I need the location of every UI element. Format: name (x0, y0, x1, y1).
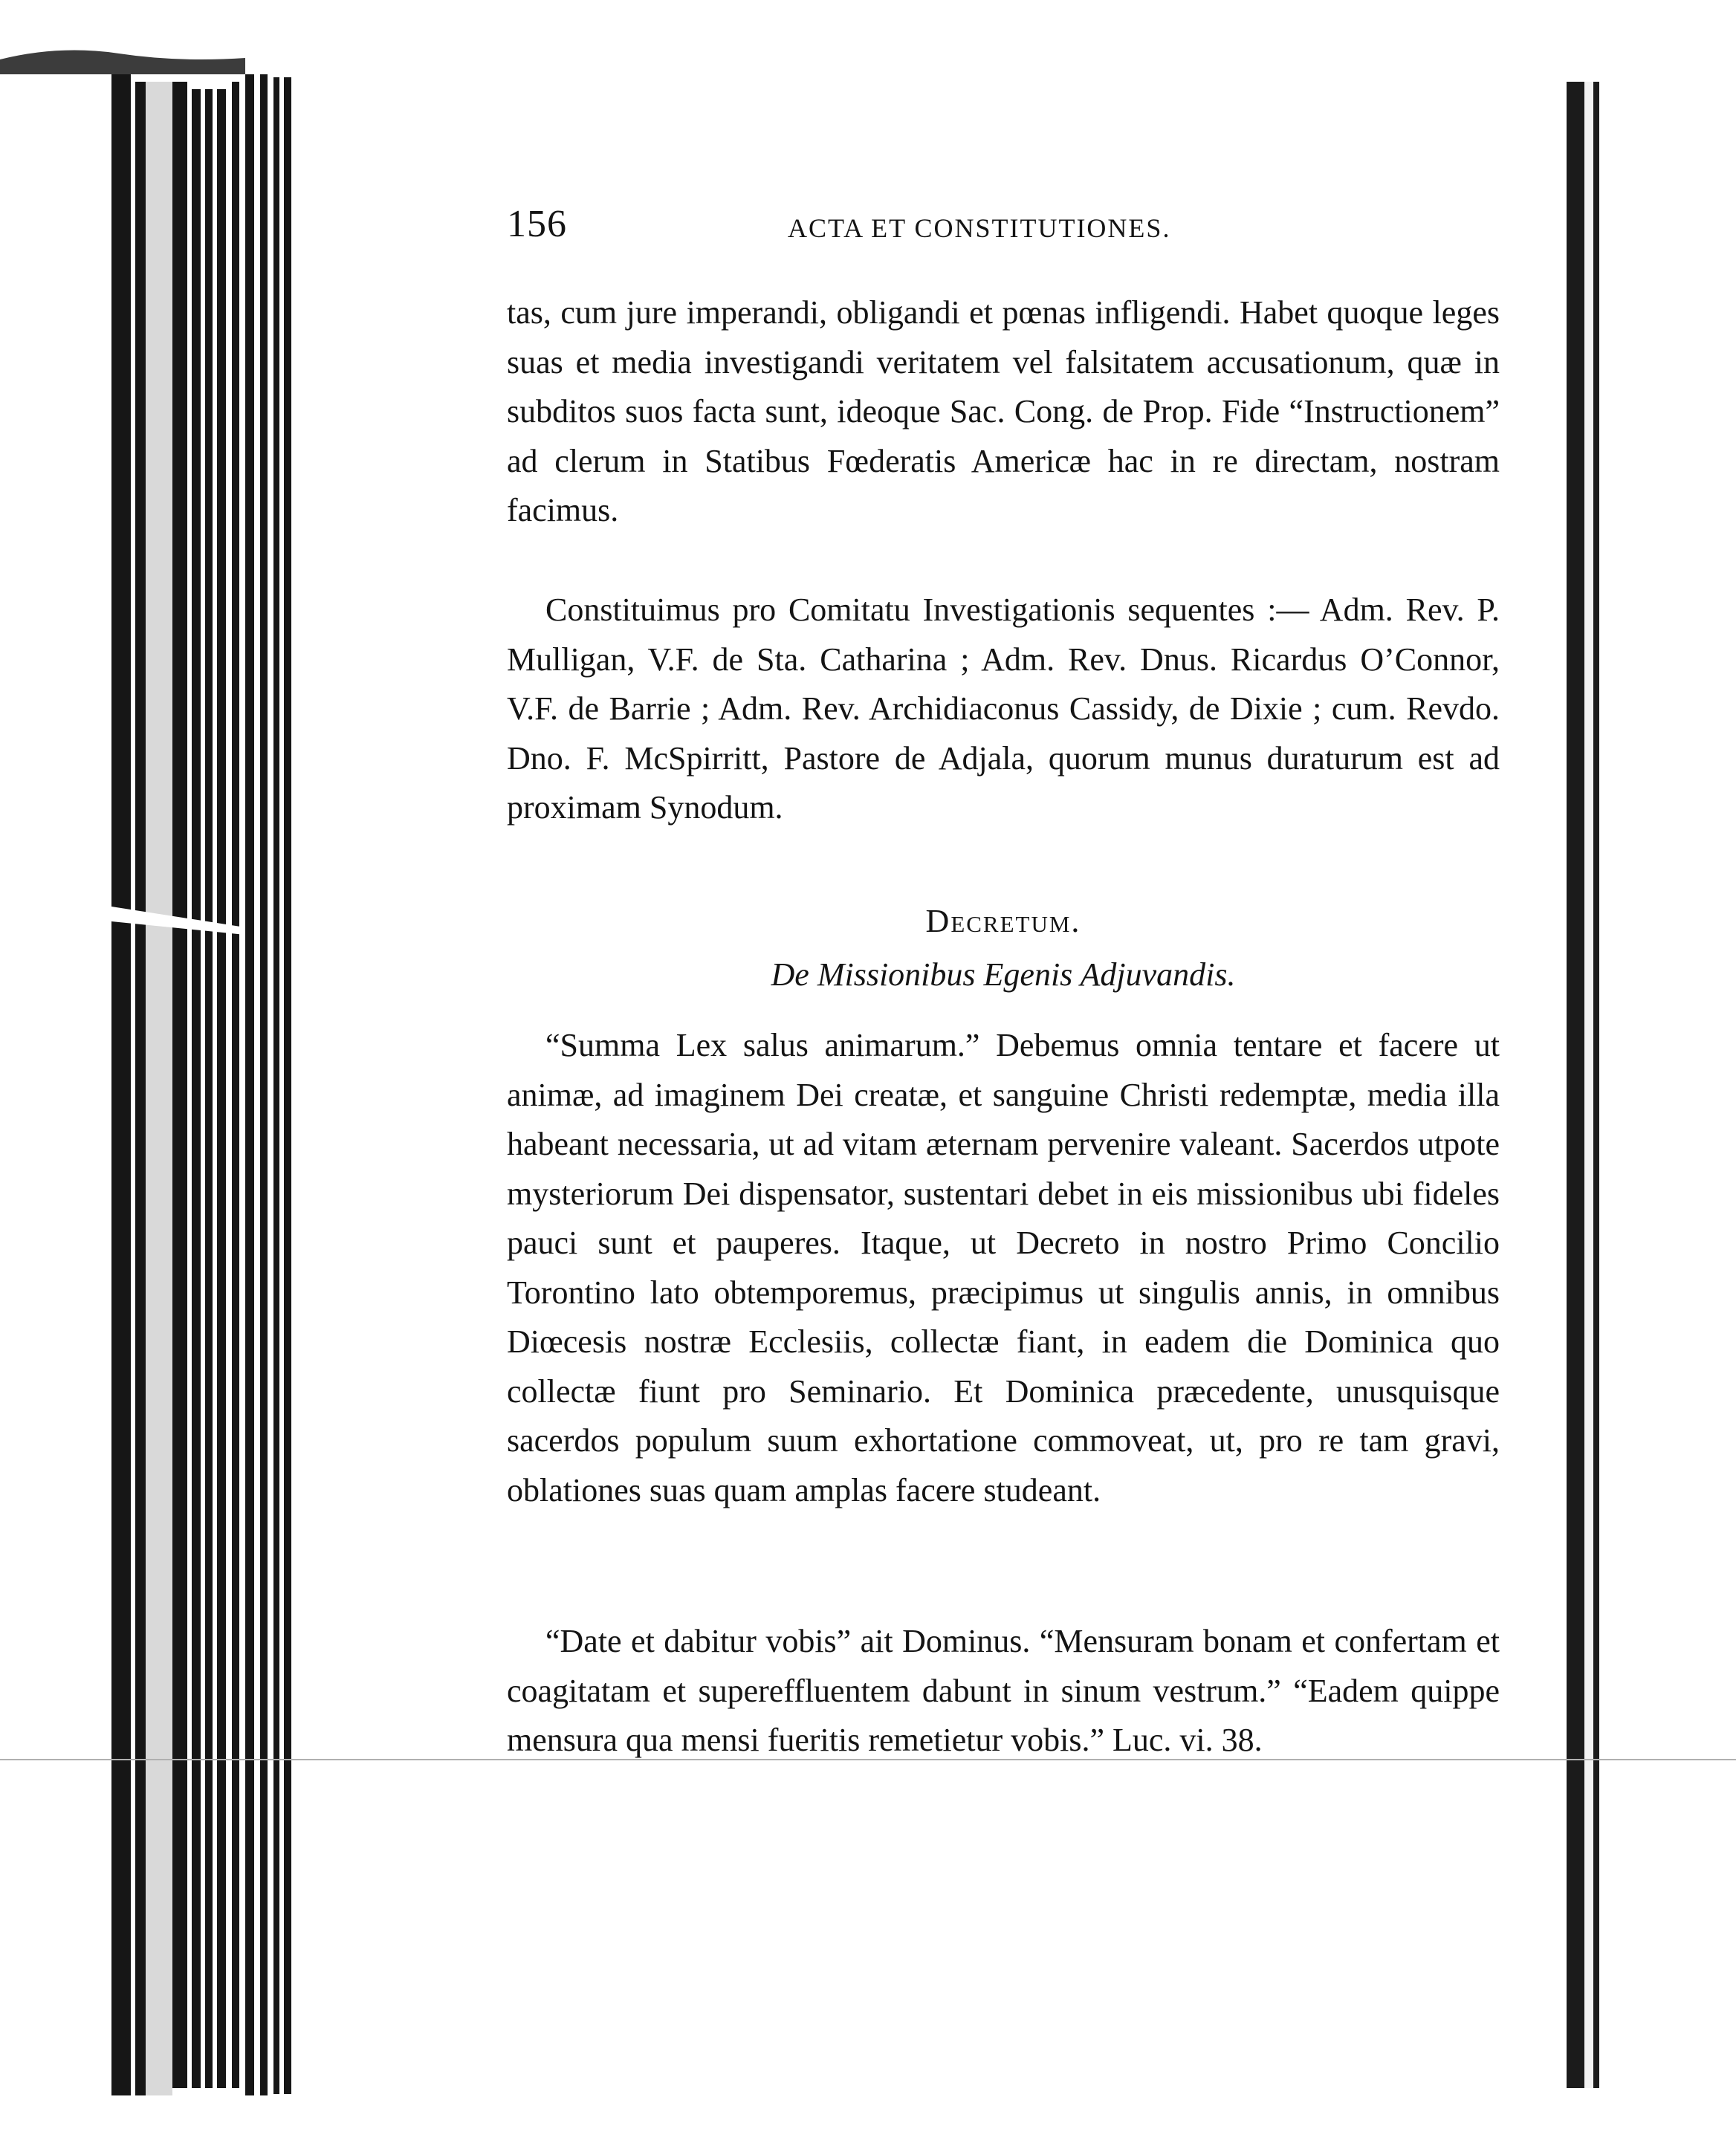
decree-subtitle: De Missionibus Egenis Adjuvandis. (771, 956, 1236, 993)
decree-title: Decretum. (925, 903, 1081, 939)
paragraph-continuation: tas, cum jure imperandi, obligandi et pœnas infligendi. Habet quoque leges suas et media investigandi veritatem vel falsitatem accusationum, quæ in subditos suos facta sunt, ideoque Sac. Cong. de Prop. Fide “Instructionem” ad clerum in Statibus Fœderatis Americæ hac in re directam, nostram facimus. (507, 294, 1500, 528)
paragraph-committee: Constituimus pro Comitatu Investigationis sequentes :— Adm. Rev. P. Mulligan, V.F. de Sta. Catharina ; Adm. Rev. Dnus. Ricardus O’Connor, V.F. de Barrie ; Adm. Rev. Archidiaconus Cassidy, de Dixie ; cum. Revdo. Dno. F. McSpirritt, Pastore de Adjala, quorum munus duraturum est ad proximam Synodum. (507, 591, 1500, 826)
running-title: ACTA ET CONSTITUTIONES. (788, 213, 1171, 243)
page-number: 156 (507, 203, 567, 245)
paragraph-decree-body: “Summa Lex salus animarum.” Debemus omnia tentare et facere ut animæ, ad imaginem Dei creatæ, et sanguine Christi redemptæ, media illa habeant necessaria, ut ad vitam æternam pervenire valeant. Sacerdos utpote mysteriorum Dei dispensator, sustentari debet in eis missionibus ubi fideles pauci sunt et pauperes. Itaque, ut Decreto in nostro Primo Concilio Torontino lato obtemporemus, præcipimus ut singulis annis, in omnibus Diœcesis nostræ Ecclesiis, collectæ fiant, in eadem die Dominica quo collectæ fiunt pro Seminario. Et Dominica præcedente, unusquisque sacerdos populum suum exhortatione commoveat, ut, pro re tam gravi, oblationes suas quam amplas facere studeant. (507, 1027, 1500, 1508)
paragraph-quotation: “Date et dabitur vobis” ait Dominus. “Mensuram bonam et confertam et coagitatam et supereffluentem dabunt in sinum vestrum.” “Eadem quippe mensura qua mensi fueritis remetietur vobis.” Luc. vi. 38. (507, 1623, 1500, 1758)
